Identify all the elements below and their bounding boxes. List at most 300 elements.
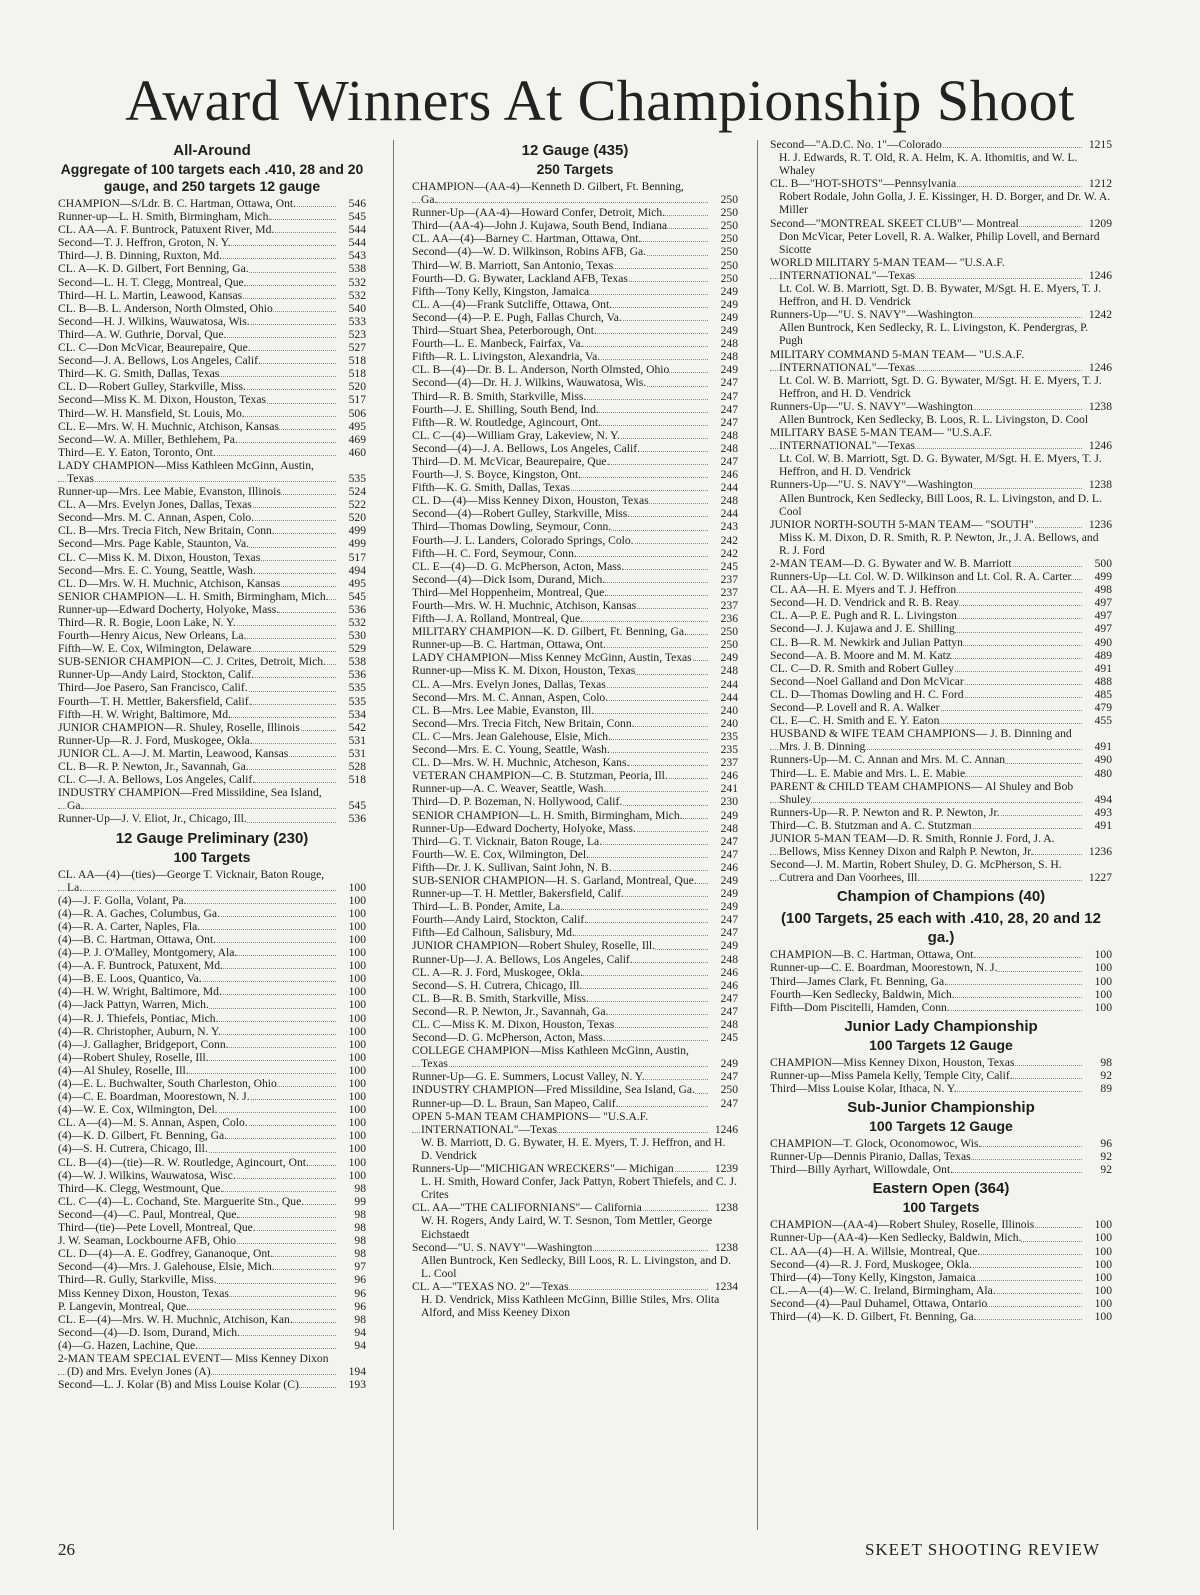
result-entry	[58, 1313, 366, 1326]
entry-name: (4)—P. J. O'Malley, Montgomery, Ala.	[58, 946, 238, 960]
entry-name: SENIOR CHAMPION—L. H. Smith, Birmingham, Mich.	[58, 589, 329, 603]
result-entry	[412, 900, 738, 913]
magazine-name: SKEET SHOOTING REVIEW	[864, 1540, 1100, 1559]
entry-score: 100	[1094, 1270, 1112, 1284]
result-entry	[412, 1201, 738, 1214]
entry-score: 480	[1094, 766, 1112, 780]
entry-name: CL. C—D. R. Smith and Robert Gulley	[770, 661, 954, 675]
entry-name: CL. D—Thomas Dowling and H. C. Ford	[770, 687, 964, 701]
entry-name: Runner-Up—R. J. Ford, Muskogee, Okla.	[58, 733, 253, 747]
entry-score: 100	[348, 1077, 366, 1090]
entry-name: Second—W. A. Miller, Bethlehem, Pa.	[58, 432, 238, 446]
entry-score: 92	[1100, 1150, 1112, 1164]
result-entry	[58, 681, 366, 694]
entry-name: Second—(4)—Dr. H. J. Wilkins, Wauwatosa, Wis.	[412, 376, 647, 390]
entry-name: Third—(4)—K. D. Gilbert, Ft. Benning, Ga.	[770, 1310, 977, 1324]
result-entry	[58, 433, 366, 446]
entry-name: Fifth—H. W. Wright, Baltimore, Md.	[58, 707, 231, 721]
entry-score: 249	[720, 1057, 738, 1071]
result-entry	[412, 298, 738, 311]
dot-leader	[58, 808, 336, 809]
entry-score: 247	[720, 847, 738, 861]
entry-name: CL. B—(4)—(tie)—R. W. Routledge, Agincourt, Ont.	[58, 1155, 309, 1169]
result-entry	[770, 1150, 1112, 1163]
entry-name: Fourth—W. E. Cox, Wilmington, Del.	[412, 847, 589, 861]
entry-name: (4)—B. C. Hartman, Ottawa, Ont.	[58, 932, 217, 946]
entry-score: 99	[354, 1194, 366, 1208]
entry-score: 100	[1094, 974, 1112, 988]
result-entry	[770, 596, 1112, 609]
result-entry	[770, 688, 1112, 701]
entry-name: SUB-SENIOR CHAMPION—C. J. Crites, Detroit, Mich.	[58, 655, 326, 669]
entry-name: Second—L. J. Kolar (B) and Miss Louise Kolar (C)	[58, 1378, 299, 1392]
entry-name: HUSBAND & WIFE TEAM CHAMPIONS— J. B. Dinning and Mrs. J. B. Dinning	[770, 727, 1072, 754]
result-entry	[412, 520, 738, 533]
entry-name: CL. AA—H. E. Myers and T. J. Heffron	[770, 583, 957, 597]
result-entry	[412, 259, 738, 272]
result-entry	[58, 655, 366, 668]
entry-name: CHAMPION—B. C. Hartman, Ottawa, Ont.	[770, 948, 977, 962]
entry-score: 522	[348, 498, 366, 512]
result-entry	[770, 1231, 1112, 1244]
entry-name: Second—(4)—Paul Duhamel, Ottawa, Ontario	[770, 1296, 988, 1310]
result-entry	[412, 730, 738, 743]
entry-name: Third—D. P. Bozeman, N. Hollywood, Calif.	[412, 795, 623, 809]
result-entry	[412, 782, 738, 795]
result-entry	[770, 557, 1112, 570]
entry-score: 535	[348, 471, 366, 485]
result-entry	[770, 988, 1112, 1001]
result-entry	[412, 651, 738, 664]
entry-name: CL. B—"HOT-SHOTS"—Pennsylvania	[770, 177, 957, 191]
entry-name: CL. C—Don McVicar, Beaurepaire, Que.	[58, 341, 251, 355]
result-entry	[412, 245, 738, 258]
team-members: W. B. Marriott, D. G. Bywater, H. E. Myers, T. J. Heffron, and H. D. Vendrick	[421, 1135, 726, 1162]
entry-score: 532	[348, 616, 366, 629]
entry-name: CHAMPION—T. Glock, Oconomowoc, Wis.	[770, 1137, 982, 1151]
entry-name: Third—K. G. Smith, Dallas, Texas	[58, 367, 220, 381]
result-entry	[412, 678, 738, 691]
entry-name: Fourth—Ken Sedlecky, Baldwin, Mich.	[770, 987, 955, 1001]
entry-score: 491	[1094, 661, 1112, 675]
entry-score: 247	[720, 402, 738, 416]
entry-name: CL. A—P. E. Pugh and R. L. Livingston	[770, 609, 957, 623]
entry-score: 100	[1094, 1310, 1112, 1324]
entry-score: 247	[720, 1004, 738, 1018]
result-entry	[412, 769, 738, 782]
result-entry	[58, 1208, 366, 1221]
result-entry	[58, 1273, 366, 1286]
entry-name: CL. E—(4)—Mrs. W. H. Muchnic, Atchison, Kan.	[58, 1312, 293, 1326]
result-entry	[58, 998, 366, 1011]
entry-score: 247	[720, 389, 738, 403]
entry-name: Fifth—Tony Kelly, Kingston, Jamaica	[412, 284, 590, 298]
entry-name: (4)—R. A. Carter, Naples, Fla.	[58, 919, 201, 933]
entry-name: Runner-Up—J. A. Bellows, Los Angeles, Calif.	[412, 952, 633, 966]
entry-score: 235	[720, 729, 738, 743]
entry-score: 237	[720, 572, 738, 586]
entry-name: Second—(4)—C. Paul, Montreal, Que.	[58, 1207, 240, 1221]
entry-score: 250	[720, 638, 738, 652]
entry-score: 530	[348, 629, 366, 643]
entry-name: CL.—A—(4)—W. C. Ireland, Birmingham, Ala.	[770, 1283, 996, 1297]
result-entry	[770, 1056, 1112, 1069]
entry-name: SUB-SENIOR CHAMPION—H. S. Garland, Montreal, Que.	[412, 873, 697, 887]
entry-name: Second—(4)—Robert Gulley, Starkville, Miss.	[412, 507, 631, 521]
entry-score: 250	[720, 206, 738, 220]
result-entry	[412, 560, 738, 573]
entry-name: Third—Mel Hoppenheim, Montreal, Que.	[412, 585, 608, 599]
entry-score: 250	[720, 625, 738, 639]
entry-score: 248	[720, 1018, 738, 1031]
result-entry	[58, 1025, 366, 1038]
result-entry	[412, 795, 738, 808]
entry-score: 536	[348, 602, 366, 616]
entry-name: Fifth—R. W. Routledge, Agincourt, Ont.	[412, 415, 602, 429]
result-entry	[412, 180, 738, 206]
result-entry	[58, 1378, 366, 1391]
result-entry	[58, 972, 366, 985]
entry-score: 250	[720, 258, 738, 272]
entry-name: Fourth—D. G. Bywater, Lackland AFB, Texas	[412, 271, 628, 285]
entry-name: Runners-Up—"MICHIGAN WRECKERS"— Michigan	[412, 1162, 674, 1176]
result-entry	[58, 1260, 366, 1273]
entry-score: 546	[348, 197, 366, 210]
result-entry	[58, 1169, 366, 1182]
result-entry	[58, 459, 366, 485]
entry-score: 545	[348, 210, 366, 224]
result-entry	[770, 1137, 1112, 1150]
entry-name: Fourth—Mrs. W. H. Muchnic, Atchison, Kansas	[412, 599, 637, 612]
entry-score: 96	[354, 1299, 366, 1313]
section-heading: 250 Targets	[536, 161, 614, 177]
result-entry	[58, 812, 366, 825]
result-entry	[770, 806, 1112, 819]
entry-score: 100	[1094, 1000, 1112, 1014]
entry-score: 249	[720, 284, 738, 298]
entry-score: 490	[1094, 753, 1112, 767]
result-entry	[412, 1097, 738, 1110]
entry-name: Fifth—Dom Piscitelli, Hamden, Conn.	[770, 1000, 950, 1014]
entry-name: Runner-up—Miss Pamela Kelly, Temple City, Calif.	[770, 1068, 1013, 1082]
result-entry	[58, 315, 366, 328]
entry-score: 244	[720, 481, 738, 495]
entry-name: Second—J. A. Bellows, Los Angeles, Calif.	[58, 354, 261, 368]
entry-score: 1238	[1088, 478, 1112, 492]
result-entry	[412, 468, 738, 481]
entry-score: 499	[1094, 570, 1112, 584]
result-entry	[770, 426, 1112, 452]
result-entry	[58, 498, 366, 511]
entry-score: 100	[348, 985, 366, 999]
entry-name: Third—L. E. Mabie and Mrs. L. E. Mabie	[770, 766, 966, 780]
entry-name: Third—K. Clegg, Westmount, Que.	[58, 1181, 224, 1195]
result-entry	[770, 832, 1112, 858]
entry-score: 536	[348, 668, 366, 682]
result-entry	[58, 485, 366, 498]
result-entry	[770, 714, 1112, 727]
entry-name: CL. B—R. M. Newkirk and Julian Pattyn	[770, 635, 963, 649]
column-divider	[757, 140, 758, 1530]
entry-name: Second—(4)—R. J. Ford, Muskogee, Okla.	[770, 1257, 972, 1271]
result-entry	[770, 256, 1112, 282]
entry-score: 100	[348, 1024, 366, 1038]
entry-score: 485	[1094, 687, 1112, 701]
entry-name: CL. A—(4)—Frank Sutcliffe, Ottawa, Ont.	[412, 297, 613, 311]
result-entry	[58, 1051, 366, 1064]
result-entry	[412, 1162, 738, 1175]
entry-name: PARENT & CHILD TEAM CHAMPIONS— Al Shuley and Bob Shuley	[770, 779, 1074, 806]
section-heading: 100 Targets 12 Gauge	[869, 1118, 1013, 1135]
result-entry	[412, 691, 738, 704]
result-entry	[412, 429, 738, 442]
entry-score: 247	[720, 991, 738, 1005]
result-entry	[412, 232, 738, 245]
result-entry	[770, 1001, 1112, 1014]
entry-score: 100	[348, 1155, 366, 1169]
entry-name: Miss Kenney Dixon, Houston, Texas	[58, 1286, 229, 1300]
result-entry	[58, 380, 366, 393]
entry-score: 98	[354, 1221, 366, 1235]
entry-name: CL. D—(4)—A. E. Godfrey, Gananoque, Ont.	[58, 1247, 274, 1261]
entry-name: INDUSTRY CHAMPION—Fred Missildine, Sea Island, Ga.	[412, 1083, 695, 1097]
entry-score: 479	[1094, 701, 1112, 715]
entry-score: 240	[720, 716, 738, 730]
entry-score: 249	[720, 873, 738, 887]
result-entry	[412, 874, 738, 887]
entry-score: 100	[348, 1103, 366, 1117]
result-entry	[58, 289, 366, 302]
entry-score: 100	[348, 1090, 366, 1104]
result-entry	[412, 756, 738, 769]
result-entry	[770, 622, 1112, 635]
team-members: Allen Buntrock, Ken Sedlecky, R. L. Livingston, K. Pendergras, P. Pugh	[779, 321, 1089, 348]
entry-score: 100	[1094, 987, 1112, 1001]
result-entry	[58, 1352, 366, 1378]
result-entry	[770, 961, 1112, 974]
entry-score: 544	[348, 236, 366, 250]
result-entry	[412, 1018, 738, 1031]
entry-name: Second—A. B. Moore and M. M. Katz	[770, 648, 951, 662]
entry-score: 246	[720, 978, 738, 992]
entry-score: 1209	[1088, 216, 1112, 230]
result-entry	[770, 217, 1112, 230]
entry-name: CL. C—Miss K. M. Dixon, Houston, Texas	[412, 1018, 615, 1031]
entry-name: Runner-up—Mrs. Lee Mabie, Evanston, Illinois	[58, 485, 281, 499]
result-entry	[58, 1247, 366, 1260]
entry-name: MILITARY COMMAND 5-MAN TEAM— "U.S.A.F. INTERNATIONAL"—Texas	[770, 347, 1025, 374]
result-entry	[58, 959, 366, 972]
entry-score: 542	[348, 720, 366, 734]
entry-name: Fourth—J. E. Shilling, South Bend, Ind.	[412, 402, 599, 416]
section-heading: (100 Targets, 25 each with .410, 28, 20 and 12 ga.)	[781, 910, 1101, 947]
entry-score: 100	[348, 1168, 366, 1182]
result-entry	[58, 1182, 366, 1195]
entry-name: CHAMPION—S/Ldr. B. C. Hartman, Ottawa, Ont.	[58, 197, 296, 210]
section-heading: Aggregate of 100 targets each .410, 28 and 20 gauge, and 250 targets 12 gauge	[60, 161, 364, 194]
entry-score: 246	[720, 468, 738, 482]
entry-name: Fifth—H. C. Ford, Seymour, Conn.	[412, 546, 577, 560]
entry-score: 98	[354, 1207, 366, 1221]
entry-score: 247	[720, 376, 738, 390]
result-entry	[58, 1156, 366, 1169]
result-entry	[412, 625, 738, 638]
entry-name: CHAMPION—(AA-4)—Kenneth D. Gilbert, Ft. Benning, Ga.	[412, 180, 684, 207]
result-entry	[58, 302, 366, 315]
entry-score: 245	[720, 559, 738, 573]
result-entry	[770, 1082, 1112, 1095]
result-entry	[412, 324, 738, 337]
result-entry	[412, 416, 738, 429]
entry-name: Runner-up—C. E. Boardman, Moorestown, N. J.	[770, 961, 998, 975]
entry-name: CL. A—K. D. Gilbert, Fort Benning, Ga.	[58, 262, 249, 276]
entry-name: Second—D. G. McPherson, Acton, Mass.	[412, 1031, 606, 1045]
entry-name: Third—H. L. Martin, Leawood, Kansas	[58, 288, 243, 302]
entry-name: CL. C—(4)—William Gray, Lakeview, N. Y.	[412, 428, 620, 442]
team-members: H. J. Edwards, R. T. Old, R. A. Helm, K. A. Ithomitis, and W. L. Whaley	[779, 151, 1078, 178]
entry-name: Runner-Up—(AA-4)—Howard Confer, Detroit, Mich.	[412, 206, 666, 220]
dot-leader	[58, 481, 336, 482]
result-entry	[58, 197, 366, 210]
entry-name: CL. A—R. J. Ford, Muskogee, Okla.	[412, 965, 584, 979]
result-entry	[58, 1339, 366, 1352]
entry-name: Third—C. B. Stutzman and A. C. Stutzman	[770, 818, 972, 832]
entry-score: 240	[720, 703, 738, 717]
entry-score: 248	[720, 821, 738, 835]
result-entry	[58, 695, 366, 708]
result-entry	[770, 1069, 1112, 1082]
entry-score: 1215	[1088, 138, 1112, 151]
result-entry	[412, 926, 738, 939]
result-entry	[412, 455, 738, 468]
entry-name: Second—Miss K. M. Dixon, Houston, Texas	[58, 393, 266, 407]
entry-score: 538	[348, 655, 366, 669]
result-entry	[770, 308, 1112, 321]
entry-score: 533	[348, 314, 366, 328]
result-entry	[412, 403, 738, 416]
result-entry	[412, 835, 738, 848]
result-entry	[412, 1005, 738, 1018]
entry-score: 100	[348, 1037, 366, 1051]
result-entry	[770, 518, 1112, 531]
entry-score: 243	[720, 520, 738, 534]
entry-score: 96	[354, 1273, 366, 1287]
entry-score: 98	[354, 1181, 366, 1195]
entry-name: CL. A—Mrs. Evelyn Jones, Dallas, Texas	[58, 498, 252, 512]
entry-score: 490	[1094, 635, 1112, 649]
entry-name: Second—(4)—W. D. Wilkinson, Robins AFB, Ga.	[412, 245, 646, 259]
entry-score: 491	[1094, 818, 1112, 832]
entry-name: JUNIOR 5-MAN TEAM—D. R. Smith, Ronnie J. Ford, J. A. Bellows, Miss Kenney Dixon and Ralph P. Newton, Jr.	[770, 831, 1055, 859]
entry-name: (4)—B. E. Loos, Quantico, Va.	[58, 972, 202, 986]
result-entry	[770, 1218, 1112, 1231]
result-entry	[412, 206, 738, 219]
result-entry	[412, 1241, 738, 1254]
entry-name: WORLD MILITARY 5-MAN TEAM— "U.S.A.F. INTERNATIONAL"—Texas	[770, 255, 1005, 282]
entry-name: (4)—K. D. Gilbert, Ft. Benning, Ga.	[58, 1129, 228, 1143]
dot-leader	[412, 1066, 708, 1067]
entry-name: CL. D—Mrs. W. H. Muchnic, Atcheson, Kans.	[412, 756, 630, 770]
team-members: Allen Buntrock, Ken Sedlecky, Bill Loos, R. L. Livingston, and D. L. Cool	[421, 1253, 731, 1280]
entry-score: 520	[348, 380, 366, 394]
entry-name: CL. AA—(4)—H. A. Willsie, Montreal, Que.	[770, 1244, 981, 1258]
entry-name: Third—G. T. Vicknair, Baton Rouge, La.	[412, 834, 603, 848]
entry-name: (4)—R. Christopher, Auburn, N. Y.	[58, 1024, 221, 1038]
result-entry	[412, 1083, 738, 1096]
result-entry	[770, 975, 1112, 988]
entry-score: 247	[720, 834, 738, 848]
entry-score: 237	[720, 756, 738, 770]
entry-score: 494	[1094, 792, 1112, 806]
result-entry	[58, 223, 366, 236]
dot-leader	[58, 890, 336, 891]
entry-name: Third—(tie)—Pete Lovell, Montreal, Que.	[58, 1221, 256, 1235]
entry-score: 100	[1094, 961, 1112, 975]
result-entry	[58, 933, 366, 946]
entry-score: 249	[720, 808, 738, 822]
result-entry	[770, 1245, 1112, 1258]
entry-name: Runner-up—L. H. Smith, Birmingham, Mich.	[58, 210, 272, 224]
entry-score: 100	[348, 1011, 366, 1025]
entry-score: 1246	[1088, 360, 1112, 374]
entry-score: 518	[348, 367, 366, 381]
entry-score: 100	[348, 998, 366, 1012]
result-entry	[412, 1110, 738, 1136]
entry-name: Fourth—T. H. Mettler, Bakersfield, Calif.	[58, 694, 252, 708]
result-entry	[58, 1326, 366, 1339]
result-entry	[770, 701, 1112, 714]
entry-score: 248	[720, 350, 738, 364]
entry-score: 98	[354, 1234, 366, 1248]
entry-score: 250	[720, 193, 738, 207]
entry-score: 1246	[1088, 268, 1112, 282]
entry-name: JUNIOR NORTH-SOUTH 5-MAN TEAM— "SOUTH"	[770, 517, 1034, 531]
result-entry	[58, 276, 366, 289]
entry-score: 535	[348, 694, 366, 708]
entry-score: 94	[354, 1338, 366, 1352]
entry-name: Second—Mrs. M. C. Annan, Aspen, Colo.	[58, 511, 255, 525]
result-entry	[770, 348, 1112, 374]
entry-name: Second—"MONTREAL SKEET CLUB"— Montreal	[770, 216, 1019, 230]
result-entry	[770, 858, 1112, 884]
result-entry	[770, 948, 1112, 961]
entry-score: 237	[720, 599, 738, 612]
entry-name: Second—Mrs. Trecia Fitch, New Britain, Conn.	[412, 716, 635, 730]
result-entry	[58, 868, 366, 894]
result-entry	[58, 446, 366, 459]
result-entry	[770, 400, 1112, 413]
entry-score: 248	[720, 494, 738, 508]
entry-score: 536	[348, 812, 366, 826]
entry-name: Fourth—J. S. Boyce, Kingston, Ont.	[412, 468, 582, 482]
team-members: Lt. Col. W. B. Marriott, Sgt. D. B. Bywater, M/Sgt. H. E. Myers, T. J. Heffron, and H. D. Vendrick	[779, 282, 1102, 309]
result-entry	[412, 311, 738, 324]
result-entry	[412, 350, 738, 363]
entry-score: 524	[348, 485, 366, 499]
entry-score: 96	[354, 1286, 366, 1300]
entry-score: 100	[1094, 948, 1112, 962]
entry-score: 247	[720, 1070, 738, 1084]
result-entry	[412, 704, 738, 717]
result-entry	[412, 638, 738, 651]
entry-score: 1236	[1088, 845, 1112, 859]
entry-name: Third—A. W. Guthrie, Dorval, Que.	[58, 327, 227, 341]
result-entry	[58, 721, 366, 734]
entry-name: Runner-up—D. L. Braun, San Mapeo, Calif.	[412, 1096, 619, 1110]
entry-name: Third—James Clark, Ft. Benning, Ga.	[770, 974, 948, 988]
result-entry	[58, 708, 366, 721]
result-entry	[770, 1310, 1112, 1323]
